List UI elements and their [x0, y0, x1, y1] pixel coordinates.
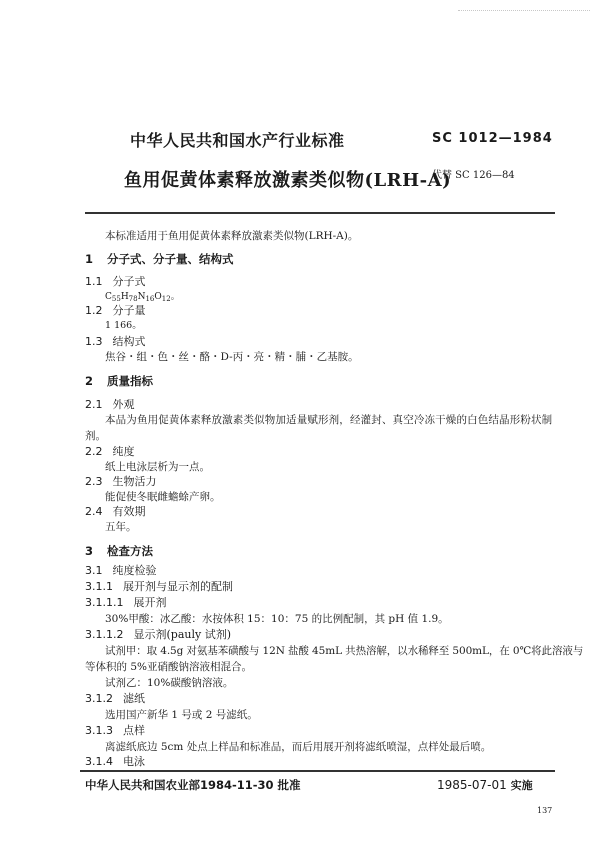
section-number: 2	[85, 374, 94, 388]
section-title: 分子式	[112, 275, 146, 288]
section-title: 分子量	[112, 304, 146, 317]
section-number: 3.1	[85, 564, 103, 577]
formula-element: H	[120, 292, 129, 302]
section-1-1-heading	[85, 275, 146, 289]
reagent-a-text-line1: 试剂甲：取 4.5g 对氨基苯磺酸与 12N 盐酸 45mL 共热溶解，以水稀释至 500mL，在 0℃将此溶液与	[105, 645, 584, 657]
developer-text: 30%甲酸：冰乙酸：水按体积 15：10：75 的比例配制，其 pH 值 1.9。	[105, 613, 449, 625]
scan-artifact	[458, 10, 590, 12]
effective-label: 实施	[510, 779, 533, 792]
section-number: 2.2	[85, 445, 103, 458]
filter-paper-text: 选用国产新华 1 号或 2 号滤纸。	[105, 709, 258, 721]
formula-subscript: 78	[128, 295, 138, 303]
section-number: 3.1.1.1	[85, 596, 124, 609]
standard-code: SC 1012—1984	[432, 131, 553, 146]
appearance-text-line2: 剂。	[85, 430, 106, 442]
spotting-text: 离滤纸底边 5cm 处点上样品和标准品，而后用展开剂将滤纸喷湿，点样处最后喷。	[105, 741, 492, 753]
section-2-heading	[85, 374, 153, 388]
section-3-1-3-heading	[85, 724, 145, 738]
section-number: 3.1.1.2	[85, 628, 124, 641]
section-title: 有效期	[112, 505, 146, 518]
section-title: 纯度	[112, 445, 135, 458]
effective-date: 1985-07-01	[437, 778, 507, 792]
section-3-1-2-heading	[85, 692, 145, 706]
page-number: 137	[537, 806, 553, 815]
formula-element: N	[137, 292, 146, 302]
section-1-2-heading	[85, 304, 146, 318]
formula-element: C	[105, 292, 112, 302]
section-number: 1	[85, 252, 94, 266]
section-number: 3	[85, 544, 94, 558]
section-title: 展开剂	[133, 596, 167, 609]
footer-divider	[80, 770, 555, 772]
section-title: 质量指标	[107, 374, 154, 388]
formula-subscript: 55	[111, 295, 121, 303]
section-3-1-heading	[85, 564, 157, 578]
section-title: 展开剂与显示剂的配制	[123, 580, 233, 593]
section-2-1-heading	[85, 398, 135, 412]
section-number: 2.1	[85, 398, 103, 411]
formula-subscript: 16	[145, 295, 155, 303]
formula-subscript: 12	[161, 295, 171, 303]
section-3-heading	[85, 544, 153, 558]
section-number: 3.1.1	[85, 580, 113, 593]
purity-text: 纸上电泳层析为一点。	[105, 461, 210, 473]
section-title: 分子式、分子量、结构式	[107, 252, 234, 266]
section-3-1-1-heading	[85, 580, 233, 594]
section-2-4-heading	[85, 505, 146, 519]
section-title: 检查方法	[107, 544, 154, 558]
header-divider	[85, 212, 555, 214]
section-2-2-heading	[85, 445, 135, 459]
section-1-3-heading	[85, 335, 146, 349]
section-title: 结构式	[112, 335, 146, 348]
section-3-1-4-heading	[85, 755, 145, 769]
section-3-1-1-2-heading	[85, 628, 231, 642]
section-number: 3.1.4	[85, 755, 113, 768]
section-number: 2.3	[85, 475, 103, 488]
approval-statement: 中华人民共和国农业部1984-11-30 批准	[85, 778, 301, 792]
section-title: 点样	[123, 724, 145, 737]
section-number: 1.2	[85, 304, 103, 317]
reagent-b-text: 试剂乙：10%碳酸钠溶液。	[105, 677, 234, 689]
section-title: 显示剂(pauly 试剂)	[133, 628, 231, 641]
formula-element: O	[154, 292, 162, 302]
intro-paragraph: 本标准适用于鱼用促黄体素释放激素类似物(LRH-A)。	[105, 230, 359, 242]
section-title: 外观	[112, 398, 135, 411]
section-1-heading	[85, 252, 234, 266]
reagent-a-text-line2: 等体积的 5%亚硝酸钠溶液相混合。	[85, 661, 252, 673]
bioactivity-text: 能促使冬眠雌蟾蜍产卵。	[105, 491, 221, 503]
effective-statement	[437, 777, 533, 793]
structural-formula-text: 焦谷・组・色・丝・酪・D-丙・亮・精・脯・乙基胺。	[105, 351, 359, 363]
replaces-note: 代替 SC 126—84	[432, 170, 515, 181]
section-title: 生物活力	[112, 475, 157, 488]
section-number: 2.4	[85, 505, 103, 518]
molecular-weight-value: 1 166。	[105, 320, 142, 331]
section-number: 1.3	[85, 335, 103, 348]
section-2-3-heading	[85, 475, 157, 489]
section-title: 滤纸	[123, 692, 145, 705]
section-number: 1.1	[85, 275, 103, 288]
standard-category: 中华人民共和国水产行业标准	[130, 131, 345, 150]
section-number: 3.1.2	[85, 692, 113, 705]
section-title: 电泳	[123, 755, 145, 768]
appearance-text-line1: 本品为鱼用促黄体素释放激素类似物加适量赋形剂，经灌封、真空冷冻干燥的白色结晶形粉状制	[105, 414, 553, 426]
document-title: 鱼用促黄体素释放激素类似物(LRH-A)	[124, 170, 452, 191]
formula-end: 。	[170, 292, 180, 302]
validity-text: 五年。	[105, 521, 137, 533]
section-number: 3.1.3	[85, 724, 113, 737]
section-3-1-1-1-heading	[85, 596, 166, 610]
section-title: 纯度检验	[112, 564, 157, 577]
